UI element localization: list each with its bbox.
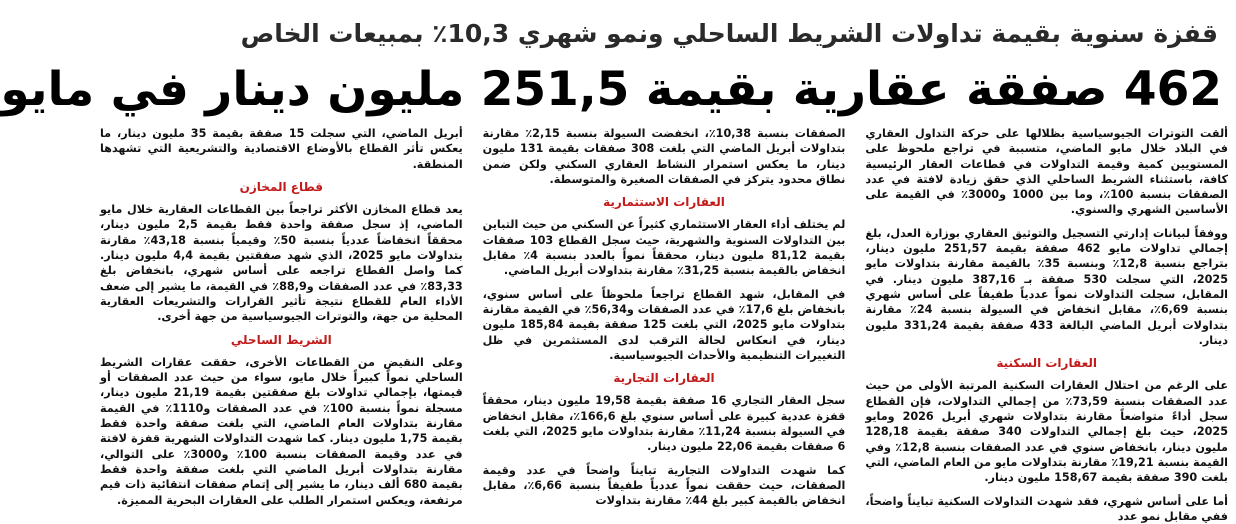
headline: 462 صفقة عقارية بقيمة 251,5 مليون دينار في مايو xyxy=(0,62,1222,117)
paragraph: الصفقات بنسبة 10,38٪، انخفضت السيولة بنسبة 2,15٪ مقارنة بتداولات أبريل الماضي التي بلغت 308 صفقات بقيمة 131 مليون دينار، ما يعكس استمرار النشاط العقاري السكني ولكن ضمن نطاق محدود يتركز في الصفقات الصغيرة والمتوسطة. xyxy=(482,127,846,186)
subheadline: قفزة سنوية بقيمة تداولات الشريط الساحلي ونمو شهري 10,3٪ بمبيعات الخاص xyxy=(240,19,1218,48)
section-title-investment: العقارات الاستثمارية xyxy=(603,195,725,210)
paragraph: أما على أساس شهري، فقد شهدت التداولات السكنية تبايناً واضحاً، ففي مقابل نمو عدد xyxy=(865,494,1228,523)
section-title-warehouses: قطاع المخازن xyxy=(239,179,324,194)
article-column-1 xyxy=(865,126,1229,523)
paragraph: وعلى النقيض من القطاعات الأخرى، حققت عقارات الشريط الساحلي نمواً كبيراً خلال مايو، سواء من حيث عدد الصفقات أو قيمتها، بإجمالي تداولات بلغ صفقتين بقيمة 21,19 مليون دينار، مسجلة نمواً بنسبة 100٪ في عدد الصفقات و1110٪ في القيمة مقارنة بتداولات العام الماضي، التي بلغت صفقة واحدة فقط بقيمة 1,75 مليون دينار. كما شهدت التداولات الشهرية قفزة لافتة في عدد وقيمة الصفقات بنسبة 100٪ و3000٪ على التوالي، مقارنة بتداولات أبريل الماضي التي بلغت صفقة واحدة فقط بقيمة 680 ألف دينار، ما يشير إلى إتمام صفقات انتقائية ذات قيم مرتفعة، ويعكس استمرار الطلب على العقارات البحرية المميزة. xyxy=(99,355,463,507)
paragraph: يعد قطاع المخازن الأكثر تراجعاً بين القطاعات العقارية خلال مايو الماضي، إذ سجل صفقة واحدة فقط بقيمة 2,5 مليون دينار، محققاً انخفاضاً عددياً بنسبة 50٪ وقيمياً بنسبة 43,18٪ مقارنة بتداولات مايو 2025، الذي شهد صفقتين بقيمة 4,4 مليون دينار. كما واصل القطاع تراجعه على أساس شهري، بانخفاض بلغ 83,33٪ في عدد الصفقات و88,9٪ في القيمة، ما يشير إلى ضعف الأداء العام للقطاع نتيجة تأثير القرارات والتشريعات العقارية المحلية من جهة، والتوترات الجيوسياسية من جهة أخرى. xyxy=(99,203,463,324)
paragraph: لم يختلف أداء العقار الاستثماري كثيراً عن السكني من حيث التباين بين التداولات السنوية والشهرية، حيث سجل القطاع 103 صفقات بقيمة 81,12 مليون دينار، محققاً نمواً بالعدد بنسبة 4٪ مقابل انخفاض بالقيمة بنسبة 31,25٪ مقارنة بتداولات أبريل الماضي. xyxy=(482,218,846,278)
section-title-residential: العقارات السكنية xyxy=(996,356,1097,371)
paragraph: سجل العقار التجاري 16 صفقة بقيمة 19,58 مليون دينار، محققاً قفزة عددية كبيرة على أساس سنوي بلغ 166,6٪، مقابل انخفاض في السيولة بنسبة 11,24٪ مقارنة بتداولات مايو 2025، التي بلغت 6 صفقات بقيمة 22,06 مليون دينار. xyxy=(482,394,846,454)
article-columns xyxy=(99,126,1229,523)
paragraph: في المقابل، شهد القطاع تراجعاً ملحوظاً على أساس سنوي، بانخفاض بلغ 17,6٪ في عدد الصفقات و56,34٪ في القيمة مقارنة بتداولات مايو 2025، التي بلغت 125 صفقة بقيمة 185,84 مليون دينار، في انعكاس لحالة الترقب لدى المستثمرين في ظل التغييرات التنظيمية والأحداث الجيوسياسية. xyxy=(482,287,846,362)
paragraph: أبريل الماضي، التي سجلت 15 صفقة بقيمة 35 مليون دينار، ما يعكس تأثر القطاع بالأوضاع الاقتصادية والتشريعية التي تشهدها المنطقة. xyxy=(99,127,463,171)
section-title-commercial: العقارات التجارية xyxy=(613,371,715,386)
paragraph: ووفقاً لبيانات إدارتي التسجيل والتوثيق العقاري بوزارة العدل، بلغ إجمالي تداولات مايو 462 صفقة بقيمة 251,57 مليون دينار، بتراجع بنسبة 12,8٪ وبنسبة 35٪ بالقيمة مقارنة بتداولات مايو 2025، التي سجلت 530 صفقة بـ 387,16 مليون دينار. في المقابل، سجلت التداولات نمواً عددياً طفيفاً على أساس شهري بنسبة 6,69٪، مقابل انخفاض في السيولة بنسبة 24٪ مقارنة بتداولات أبريل الماضي البالغة 433 صفقة بقيمة 331,24 مليون دينار. xyxy=(865,226,1229,347)
article-column-2 xyxy=(482,126,846,508)
paragraph: ألقت التوترات الجيوسياسية بظلالها على حركة التداول العقاري في البلاد خلال مايو الماضي، متسببة في تراجع ملحوظ على المستويين كمية وقيمة التداولات في قطاعات العقار الرئيسية كافة، باستثناء الشريط الساحلي الذي حقق زيادة لافتة في عدد الصفقات بنسبة 100٪، وما بين 1000 و3000٪ في القيمة على الأساسين الشهري والسنوي. xyxy=(865,127,1228,217)
paragraph: كما شهدت التداولات التجارية تبايناً واضحاً في عدد وقيمة الصفقات، حيث حققت نمواً عددياً طفيفاً بنسبة 6,66٪، مقابل انخفاض بالقيمة كبير بلغ 44٪ مقارنة بتداولات xyxy=(482,463,846,508)
section-title-coastal-strip: الشريط الساحلي xyxy=(230,332,332,347)
paragraph: على الرغم من احتلال العقارات السكنية المرتبة الأولى من حيث عدد الصفقات بنسبة 73,59٪ من إجمالي التداولات، فإن القطاع سجل أداءً متواضعاً مقارنة بتداولات شهري أبريل 2026 ومايو 2025، حيث بلغ إجمالي التداولات 340 صفقة بقيمة 128,18 مليون دينار، بانخفاض سنوي في عدد الصفقات بنسبة 12,8٪ وفي القيمة بنسبة 19,21٪ مقارنة بتداولات مايو من العام الماضي، التي بلغت 390 صفقة بقيمة 158,67 مليون دينار. xyxy=(865,379,1229,485)
article-column-3 xyxy=(99,126,463,507)
